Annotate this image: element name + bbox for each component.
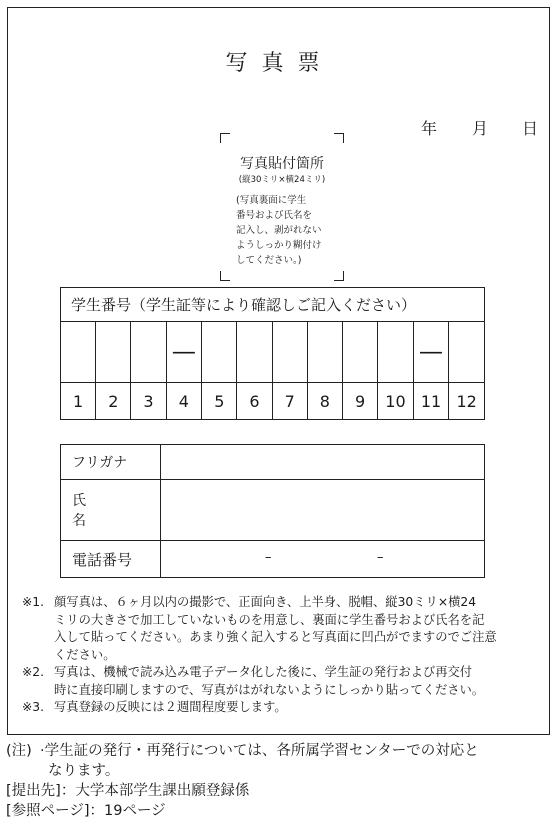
name-label: 氏 名 bbox=[61, 480, 161, 541]
student-id-digit-box[interactable] bbox=[307, 322, 342, 383]
student-id-position-number: 7 bbox=[272, 383, 307, 420]
student-id-position-number: 12 bbox=[449, 383, 485, 420]
corner-mark bbox=[220, 133, 230, 143]
photo-note-line: (写真裏面に学生 bbox=[236, 195, 307, 206]
photo-note bbox=[236, 193, 340, 268]
student-id-digit-box[interactable] bbox=[237, 322, 272, 383]
corner-mark bbox=[334, 133, 344, 143]
note-line: ください。 bbox=[54, 647, 116, 662]
date-day: 日 bbox=[522, 119, 539, 138]
photo-note-line: ようしっかり糊付け bbox=[236, 240, 322, 251]
photo-title: 写真貼付箇所 bbox=[240, 156, 324, 172]
info-table bbox=[60, 444, 485, 578]
phone-separator: – bbox=[265, 550, 272, 565]
student-id-digit-box[interactable] bbox=[202, 322, 237, 383]
photo-note-line: してください。) bbox=[236, 255, 302, 266]
student-id-digit-box[interactable] bbox=[61, 322, 96, 383]
student-id-digit-box[interactable] bbox=[96, 322, 131, 383]
student-id-position-number: 5 bbox=[202, 383, 237, 420]
submit-destination: [提出先]：大学本部学生課出願登録係 bbox=[6, 783, 250, 799]
footer-note-text bbox=[40, 741, 479, 781]
name-input[interactable] bbox=[161, 480, 485, 541]
photo-note-line: 番号および氏名を bbox=[236, 210, 313, 221]
corner-mark bbox=[334, 271, 344, 281]
photo-note-line: 記入し、剥がれない bbox=[236, 225, 322, 236]
notes-list bbox=[22, 594, 540, 717]
note-line: 時に直接印刷しますので、写真がはがれないようにしっかり貼ってください。 bbox=[54, 682, 485, 697]
photo-size: (縦30ミリ×横24ミリ) bbox=[238, 175, 326, 185]
student-id-position-number: 1 bbox=[61, 383, 96, 420]
student-id-position-number: 6 bbox=[237, 383, 272, 420]
student-id-digit-box[interactable] bbox=[131, 322, 166, 383]
student-id-position-number: 2 bbox=[96, 383, 131, 420]
phone-label: 電話番号 bbox=[61, 541, 161, 578]
note-text bbox=[54, 594, 540, 664]
form-title: 写真票 bbox=[225, 51, 334, 76]
student-id-position-number: 8 bbox=[307, 383, 342, 420]
footer-note bbox=[6, 741, 554, 781]
reference-page: [参照ページ]：19ページ bbox=[6, 803, 166, 819]
footer bbox=[6, 741, 554, 821]
note-mark: ※1. bbox=[22, 595, 45, 609]
note-text bbox=[54, 699, 540, 717]
furigana-label: フリガナ bbox=[61, 445, 161, 480]
student-id-position-number: 4 bbox=[166, 383, 202, 420]
note-line: 写真は、機械で読み込み電子データ化した後に、学生証の発行および再交付 bbox=[54, 665, 473, 679]
student-id-position-number: 9 bbox=[343, 383, 378, 420]
note-line: ミリの大きさで加工していないものを用意し、裏面に学生番号および氏名を記 bbox=[54, 612, 485, 627]
student-id-digit-box[interactable] bbox=[449, 322, 485, 383]
phone-separator: – bbox=[377, 550, 384, 565]
note-line: 写真登録の反映には２週間程度要します。 bbox=[54, 700, 287, 714]
student-id-digit-box[interactable]: ― bbox=[166, 322, 202, 383]
note-mark: ※3. bbox=[22, 700, 45, 714]
student-id-digit-box[interactable] bbox=[343, 322, 378, 383]
student-id-table bbox=[60, 287, 485, 420]
note-text bbox=[54, 664, 540, 699]
student-id-header: 学生番号（学生証等により確認しご記入ください） bbox=[61, 288, 485, 322]
date-month: 月 bbox=[472, 119, 489, 138]
footer-note-line: ·学生証の発行・再発行については、各所属学習センターでの対応と bbox=[40, 743, 479, 759]
corner-mark bbox=[220, 271, 230, 281]
student-id-position-number: 3 bbox=[131, 383, 166, 420]
date-year: 年 bbox=[421, 119, 438, 138]
note-mark: ※2. bbox=[22, 665, 45, 679]
footer-note-line: なります。 bbox=[48, 763, 120, 779]
note-line: 顔写真は、６ヶ月以内の撮影で、正面向き、上半身、脱帽、縦30ミリ×横24 bbox=[54, 595, 477, 609]
student-id-position-number: 10 bbox=[378, 383, 414, 420]
photo-area[interactable] bbox=[220, 133, 344, 281]
note-line: 入して貼ってください。あまり強く記入すると写真面に凹凸がでますのでご注意 bbox=[54, 630, 497, 644]
student-id-position-number: 11 bbox=[413, 383, 449, 420]
student-id-digit-box[interactable] bbox=[272, 322, 307, 383]
phone-input[interactable] bbox=[161, 541, 485, 578]
note-item bbox=[22, 699, 540, 717]
note-item bbox=[22, 594, 540, 664]
student-id-digit-box[interactable] bbox=[378, 322, 414, 383]
furigana-input[interactable] bbox=[161, 445, 485, 480]
note-item bbox=[22, 664, 540, 699]
footer-note-mark: (注) bbox=[6, 743, 32, 759]
student-id-digit-box[interactable]: ― bbox=[413, 322, 449, 383]
